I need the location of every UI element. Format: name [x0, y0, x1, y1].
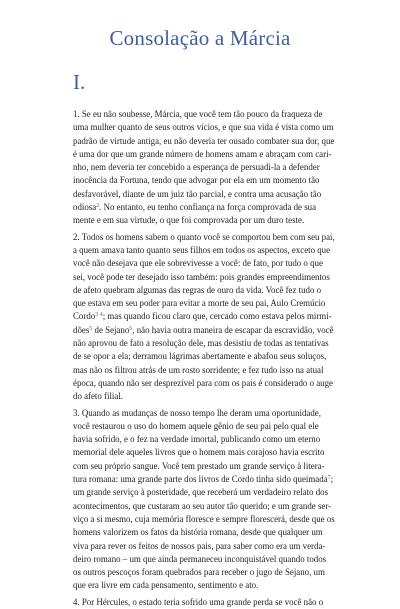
- text-run: de Sejano: [92, 324, 130, 335]
- body-text: [73, 108, 397, 609]
- text-run: você restaurou o uso do homem aquele gênio de seu pai pelo qual ele: [73, 420, 319, 431]
- text-run: homens valorizem os fatos da história romana, desde que qualquer um: [73, 527, 323, 538]
- text-run: memorial dele aqueles livros que o homem mais corajoso havia escrito: [73, 447, 325, 458]
- text-run: ;: [330, 474, 334, 485]
- text-run: você não desejava que ele sobrevivesse a você: de fato, por tudo o que: [73, 258, 323, 269]
- text-run: havia sofrido, e o fez na verdade imortal, publicando como um eterno: [73, 434, 321, 445]
- text-run: a quem amava tanto quanto seus filhos em todos os aspectos, exceto que: [73, 244, 331, 255]
- footnote-ref[interactable]: 5: [89, 325, 93, 332]
- text-line: [73, 188, 397, 201]
- text-line: [73, 407, 397, 420]
- text-run: desfavorável, diante de um juiz tão parcial, e contra uma acusação tão: [73, 188, 322, 199]
- text-line: [73, 297, 397, 310]
- paragraph: [73, 108, 397, 228]
- text-run: que era livre em cada pensamento, sentimento e ato.: [73, 580, 259, 591]
- chapter-heading: I.: [73, 70, 86, 94]
- text-line: [73, 473, 397, 486]
- text-run: mente e em sua virtude, o que foi comprovada por um duro teste.: [73, 215, 305, 226]
- text-line: [73, 579, 397, 592]
- text-line: [73, 148, 397, 161]
- text-line: [73, 377, 397, 390]
- text-line: [73, 271, 397, 284]
- text-line: [73, 513, 397, 526]
- text-line: [73, 350, 397, 363]
- text-run: Cordo: [73, 311, 96, 322]
- text-line: [73, 244, 397, 257]
- text-run: com seu próprio sangue. Você tem prestado um grande serviço à litera-: [73, 460, 325, 471]
- text-run: não aprovou de fato a resolução dele, mas desistiu de todas as tentativas: [73, 338, 329, 349]
- paragraph: [73, 231, 397, 404]
- text-line: [73, 108, 397, 121]
- text-run: tura romana: uma grande parte dos livros de Cordo tinha sido queimada: [73, 474, 328, 485]
- text-line: [73, 121, 397, 134]
- text-line: [73, 553, 397, 566]
- text-run: sei, você pode ter desejado isso também: pois grandes empreendimentos: [73, 271, 330, 282]
- text-run: de se opor a ela; derramou lágrimas abertamente e abafou seus soluços,: [73, 351, 327, 362]
- text-line: [73, 486, 397, 499]
- footnote-ref[interactable]: 6: [129, 325, 133, 332]
- text-line: [73, 540, 397, 553]
- text-run: 1. Se eu não soubesse, Márcia, que você tem tão pouco da fraqueza de: [73, 109, 323, 119]
- text-run: . No entanto, eu tenho confiança na força comprovada de sua: [99, 202, 317, 213]
- text-line: [73, 364, 397, 377]
- paragraph: [73, 596, 397, 609]
- text-run: que estava em seu poder para evitar a morte de seu pai, Aulo Cremúcio: [73, 298, 326, 309]
- text-run: é uma dor que um grande número de homens amam e abraçam com cari-: [73, 148, 332, 159]
- text-run: dões: [73, 324, 90, 335]
- text-line: [73, 526, 397, 539]
- text-line: [73, 161, 397, 174]
- text-line: [73, 596, 397, 609]
- text-line: [73, 257, 397, 270]
- text-run: de afeto quebram algumas das regras de ouro da vida. Você fez tudo o: [73, 284, 322, 295]
- text-line: [73, 446, 397, 459]
- text-run: uma mulher quanto de seus outros vícios, e que sua vida é vista como um: [73, 122, 334, 133]
- text-line: [73, 135, 397, 148]
- text-line: [73, 174, 397, 187]
- text-run: acontecimentos, que custaram ao seu autor tão querido; e um grande ser-: [73, 500, 332, 511]
- footnote-ref[interactable]: 2: [96, 203, 100, 210]
- text-run: deiro romano – um que ainda permaneceu inconquistável quando todos: [73, 553, 327, 564]
- text-line: [73, 460, 397, 473]
- text-line: [73, 310, 397, 323]
- text-line: [73, 324, 397, 337]
- footnote-ref[interactable]: 3 4: [95, 312, 103, 319]
- text-line: [73, 500, 397, 513]
- text-line: [73, 201, 397, 214]
- text-run: ; mas quando ficou claro que, cercado como estava pelos mirmi-: [102, 311, 332, 322]
- text-run: um grande serviço à posteridade, que receberá um verdadeiro relato dos: [73, 487, 329, 498]
- text-line: [73, 337, 397, 350]
- text-run: viço a si mesmo, cuja memória floresce e sempre florescerá, desde que os: [73, 513, 335, 524]
- footnote-ref[interactable]: 7: [327, 475, 331, 482]
- text-line: [73, 231, 397, 244]
- text-run: odiosa: [73, 202, 97, 213]
- text-run: , não havia outra maneira de escapar da escravidão, você: [132, 324, 334, 335]
- text-run: os outros pescoços foram quebrados para receber o jugo de Sejano, um: [73, 567, 325, 578]
- text-line: [73, 433, 397, 446]
- text-run: 4. Por Hércules, o estado teria sofrido uma grande perda se você não o: [73, 596, 324, 607]
- text-run: inocência da Fortuna, tendo que advogar por ela em um momento tão: [73, 175, 320, 186]
- text-run: padrão de virtude antiga, eu não deveria ter ousado combater sua dor, que: [73, 135, 335, 146]
- text-run: época, quando não ser desprezível para com os pais é considerado o auge: [73, 377, 333, 388]
- text-run: nho, nem deveria ter concebido a esperança de persuadi-la a defender: [73, 162, 320, 173]
- text-line: [73, 566, 397, 579]
- text-line: [73, 284, 397, 297]
- text-line: [73, 420, 397, 433]
- text-line: [73, 390, 397, 403]
- text-run: 2. Todos os homens sabem o quanto você se comportou bem com seu pai,: [73, 231, 335, 242]
- page-title: Consolação a Márcia: [109, 26, 291, 50]
- text-run: mas não os filtrou atrás de um rosto sorridente; e fez tudo isso na atual: [73, 364, 324, 375]
- paragraph: [73, 407, 397, 593]
- text-run: do afeto filial.: [73, 391, 124, 402]
- text-run: 3. Quando as mudanças de nosso tempo lhe deram uma oportunidade,: [73, 407, 321, 418]
- text-run: viva para rever os feitos de nossos pais, para saber como era um verda-: [73, 540, 326, 551]
- text-line: [73, 214, 397, 227]
